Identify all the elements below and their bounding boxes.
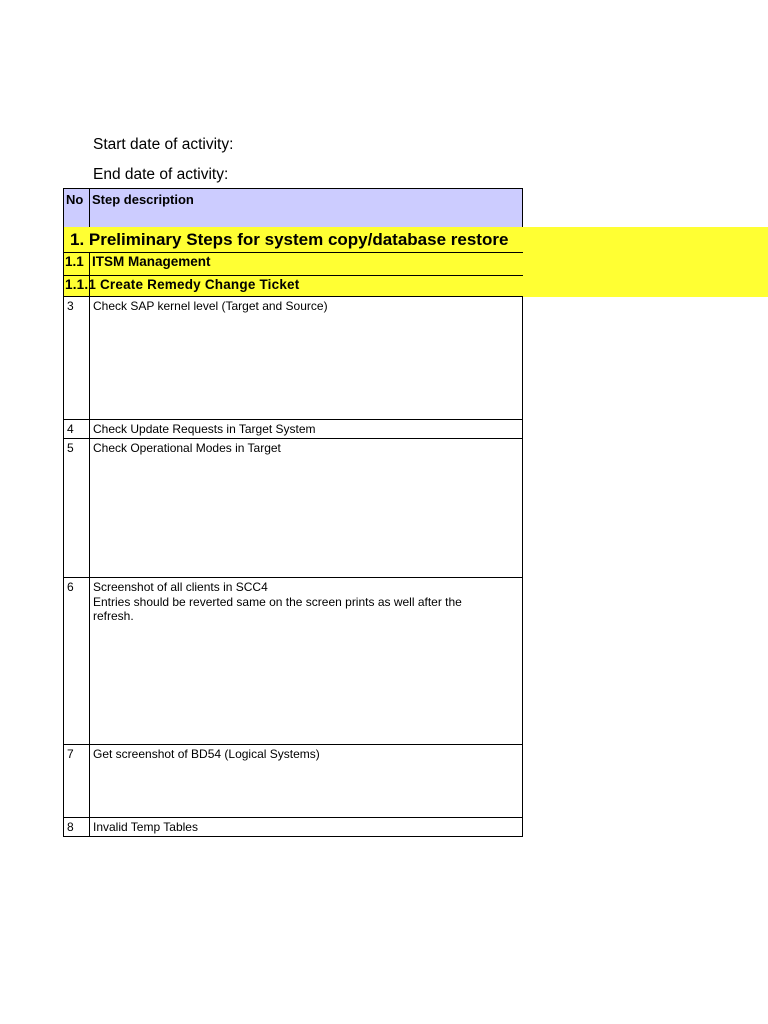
step-number: 3 <box>67 299 74 313</box>
step-number: 5 <box>67 441 74 455</box>
subsection-title: ITSM Management <box>92 254 211 269</box>
step-description: Check SAP kernel level (Target and Source) <box>93 299 328 313</box>
table-row-no-cell <box>63 419 90 439</box>
step-description: Check Operational Modes in Target <box>93 441 281 455</box>
table-row-desc-cell <box>89 296 523 420</box>
step-number: 4 <box>67 422 74 436</box>
step-description: Check Update Requests in Target System <box>93 422 316 436</box>
section-band-divider <box>63 252 523 253</box>
column-header-step-description <box>89 188 523 228</box>
step-number: 7 <box>67 747 74 761</box>
step-description: Invalid Temp Tables <box>93 820 198 834</box>
table-row-no-cell <box>63 817 90 837</box>
column-header-no-label: No <box>66 192 84 207</box>
table-row-desc-cell <box>89 744 523 818</box>
table-row-desc-cell <box>89 817 523 837</box>
section-title: 1. Preliminary Steps for system copy/database restore <box>70 230 509 249</box>
table-row-desc-cell <box>89 419 523 439</box>
table-row-desc-cell <box>89 577 523 745</box>
section-band-left-border <box>63 227 64 297</box>
table-row-no-cell <box>63 438 90 578</box>
table-row-no-cell <box>63 296 90 420</box>
start-date-label: Start date of activity: <box>93 136 234 153</box>
column-header-no <box>63 188 90 228</box>
end-date-label: End date of activity: <box>93 166 229 183</box>
step-description: Get screenshot of BD54 (Logical Systems) <box>93 747 320 761</box>
section-band-column-divider <box>89 252 90 275</box>
subsection-number: 1.1 <box>65 254 84 269</box>
section-band-divider <box>63 275 523 276</box>
table-row-no-cell <box>63 577 90 745</box>
step-description: Screenshot of all clients in SCC4 Entries should be reverted same on the screen prints as well after the refresh. <box>93 580 462 623</box>
table-row-desc-cell <box>89 438 523 578</box>
step-number: 6 <box>67 580 74 594</box>
column-header-step-description-label: Step description <box>92 192 194 207</box>
subsubsection-title: 1.1.1 Create Remedy Change Ticket <box>65 277 300 292</box>
table-row-no-cell <box>63 744 90 818</box>
step-number: 8 <box>67 820 74 834</box>
